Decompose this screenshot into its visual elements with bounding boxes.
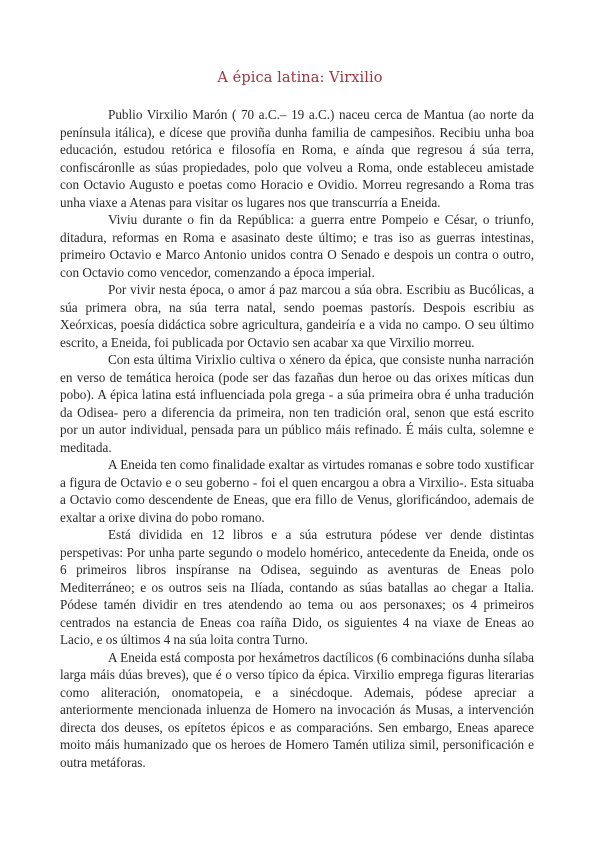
paragraph-aeneid-style: A Eneida está composta por hexámetros dactílicos (6 combinacións dunha sílaba larga máis dúas breves), que é o verso típico da épica. Virxilio emprega figuras literarias como aliteración, onomatopeia, e a sinécdoque. Ademais, pódese apreciar a anteriormente mencionada inluenza de Homero na invocación ás Musas, a intervención directa dos deuses, os epítetos épicos e as comparacións. Sen embargo, Eneas aparece moito máis humanizado que os heroes de Homero Tamén utiliza simil, personificación e outra metáforas. bbox=[60, 649, 534, 770]
paragraph-aeneid-structure: Está dividida en 12 libros e a súa estrutura pódese ver dende distintas perspetivas: Por unha parte segundo o modelo homérico, antecedente da Eneida, onde os 6 primeiros libros inspíranse na Odisea, seguindo as aventuras de Eneas polo Mediterráneo; e os outros seis na Ilíada, contando as súas batallas ao chegar a Italia. Pódese tamén dividir en tres atendendo ao tema ou aos personaxes; os 4 primeiros centrados na estancia de Eneas coa raíña Dido, os siguientes 4 na viaxe de Eneas ao Lacio, e os últimos 4 na súa loita contra Turno. bbox=[60, 527, 534, 647]
paragraph-epic-genre: Con esta última Virixlio cultiva o xénero da épica, que consiste nunha narración en verso de temática heroica (pode ser das fazañas dun heroe ou das orixes míticas dun pobo). A épica latina está influenciada pola grega - a súa primeira obra é unha tradución da Odisea- pero a diferencia da primeira, non ten tradición oral, senon que está escrito por un autor individual, pensada para un público máis refinado. É máis culta, solemne e meditada. bbox=[60, 352, 534, 455]
paragraph-biography: Publio Virxilio Marón ( 70 a.C.– 19 a.C.) naceu cerca de Mantua (ao norte da península itálica), e dícese que proviña dunha familia de campesiños. Recibiu unha boa educación, estudou retórica e filosofía en Roma, e aínda que regresou á súa terra, confiscáronlle as súas propiedades, polo que volveu a Roma, onde estableceu amistade con Octavio Augusto e poetas como Horacio e Ovidio. Morreu regresando a Roma tras unha viaxe a Atenas para visitar os lugares nos que transcurría a Eneida. bbox=[60, 107, 534, 210]
paragraph-historical-context: Viviu durante o fin da República: a guerra entre Pompeio e César, o triunfo, ditadura, reformas en Roma e asasinato deste último; e tras iso as guerras intestinas, primeiro Octavio e Marco Antonio unidos contra O Senado e despois un contra o outro, con Octavio como vencedor, comenzando a época imperial. bbox=[60, 212, 534, 280]
paragraph-works: Por vivir nesta época, o amor á paz marcou a súa obra. Escribiu as Bucólicas, a súa primera obra, na súa terra natal, sendo poemas pastorís. Despois escribiu as Xeórxicas, poesía didáctica sobre agricultura, gandeiría e a vida no campo. O seu último escrito, a Eneida, foi publicada por Octavio sen acabar xa que Virxilio morreu. bbox=[60, 282, 534, 350]
paragraph-aeneid-purpose: A Eneida ten como finalidade exaltar as virtudes romanas e sobre todo xustificar a figura de Octavio e o seu goberno - foi el quen encargou a obra a Virxilio-. Esta situaba a Octavio como descendente de Eneas, que era fillo de Venus, glorificándoo, ademais de exaltar a orixe divina do pobo romano. bbox=[60, 457, 534, 525]
document-body bbox=[60, 106, 534, 771]
page-title: A épica latina: Virxilio bbox=[217, 70, 383, 86]
